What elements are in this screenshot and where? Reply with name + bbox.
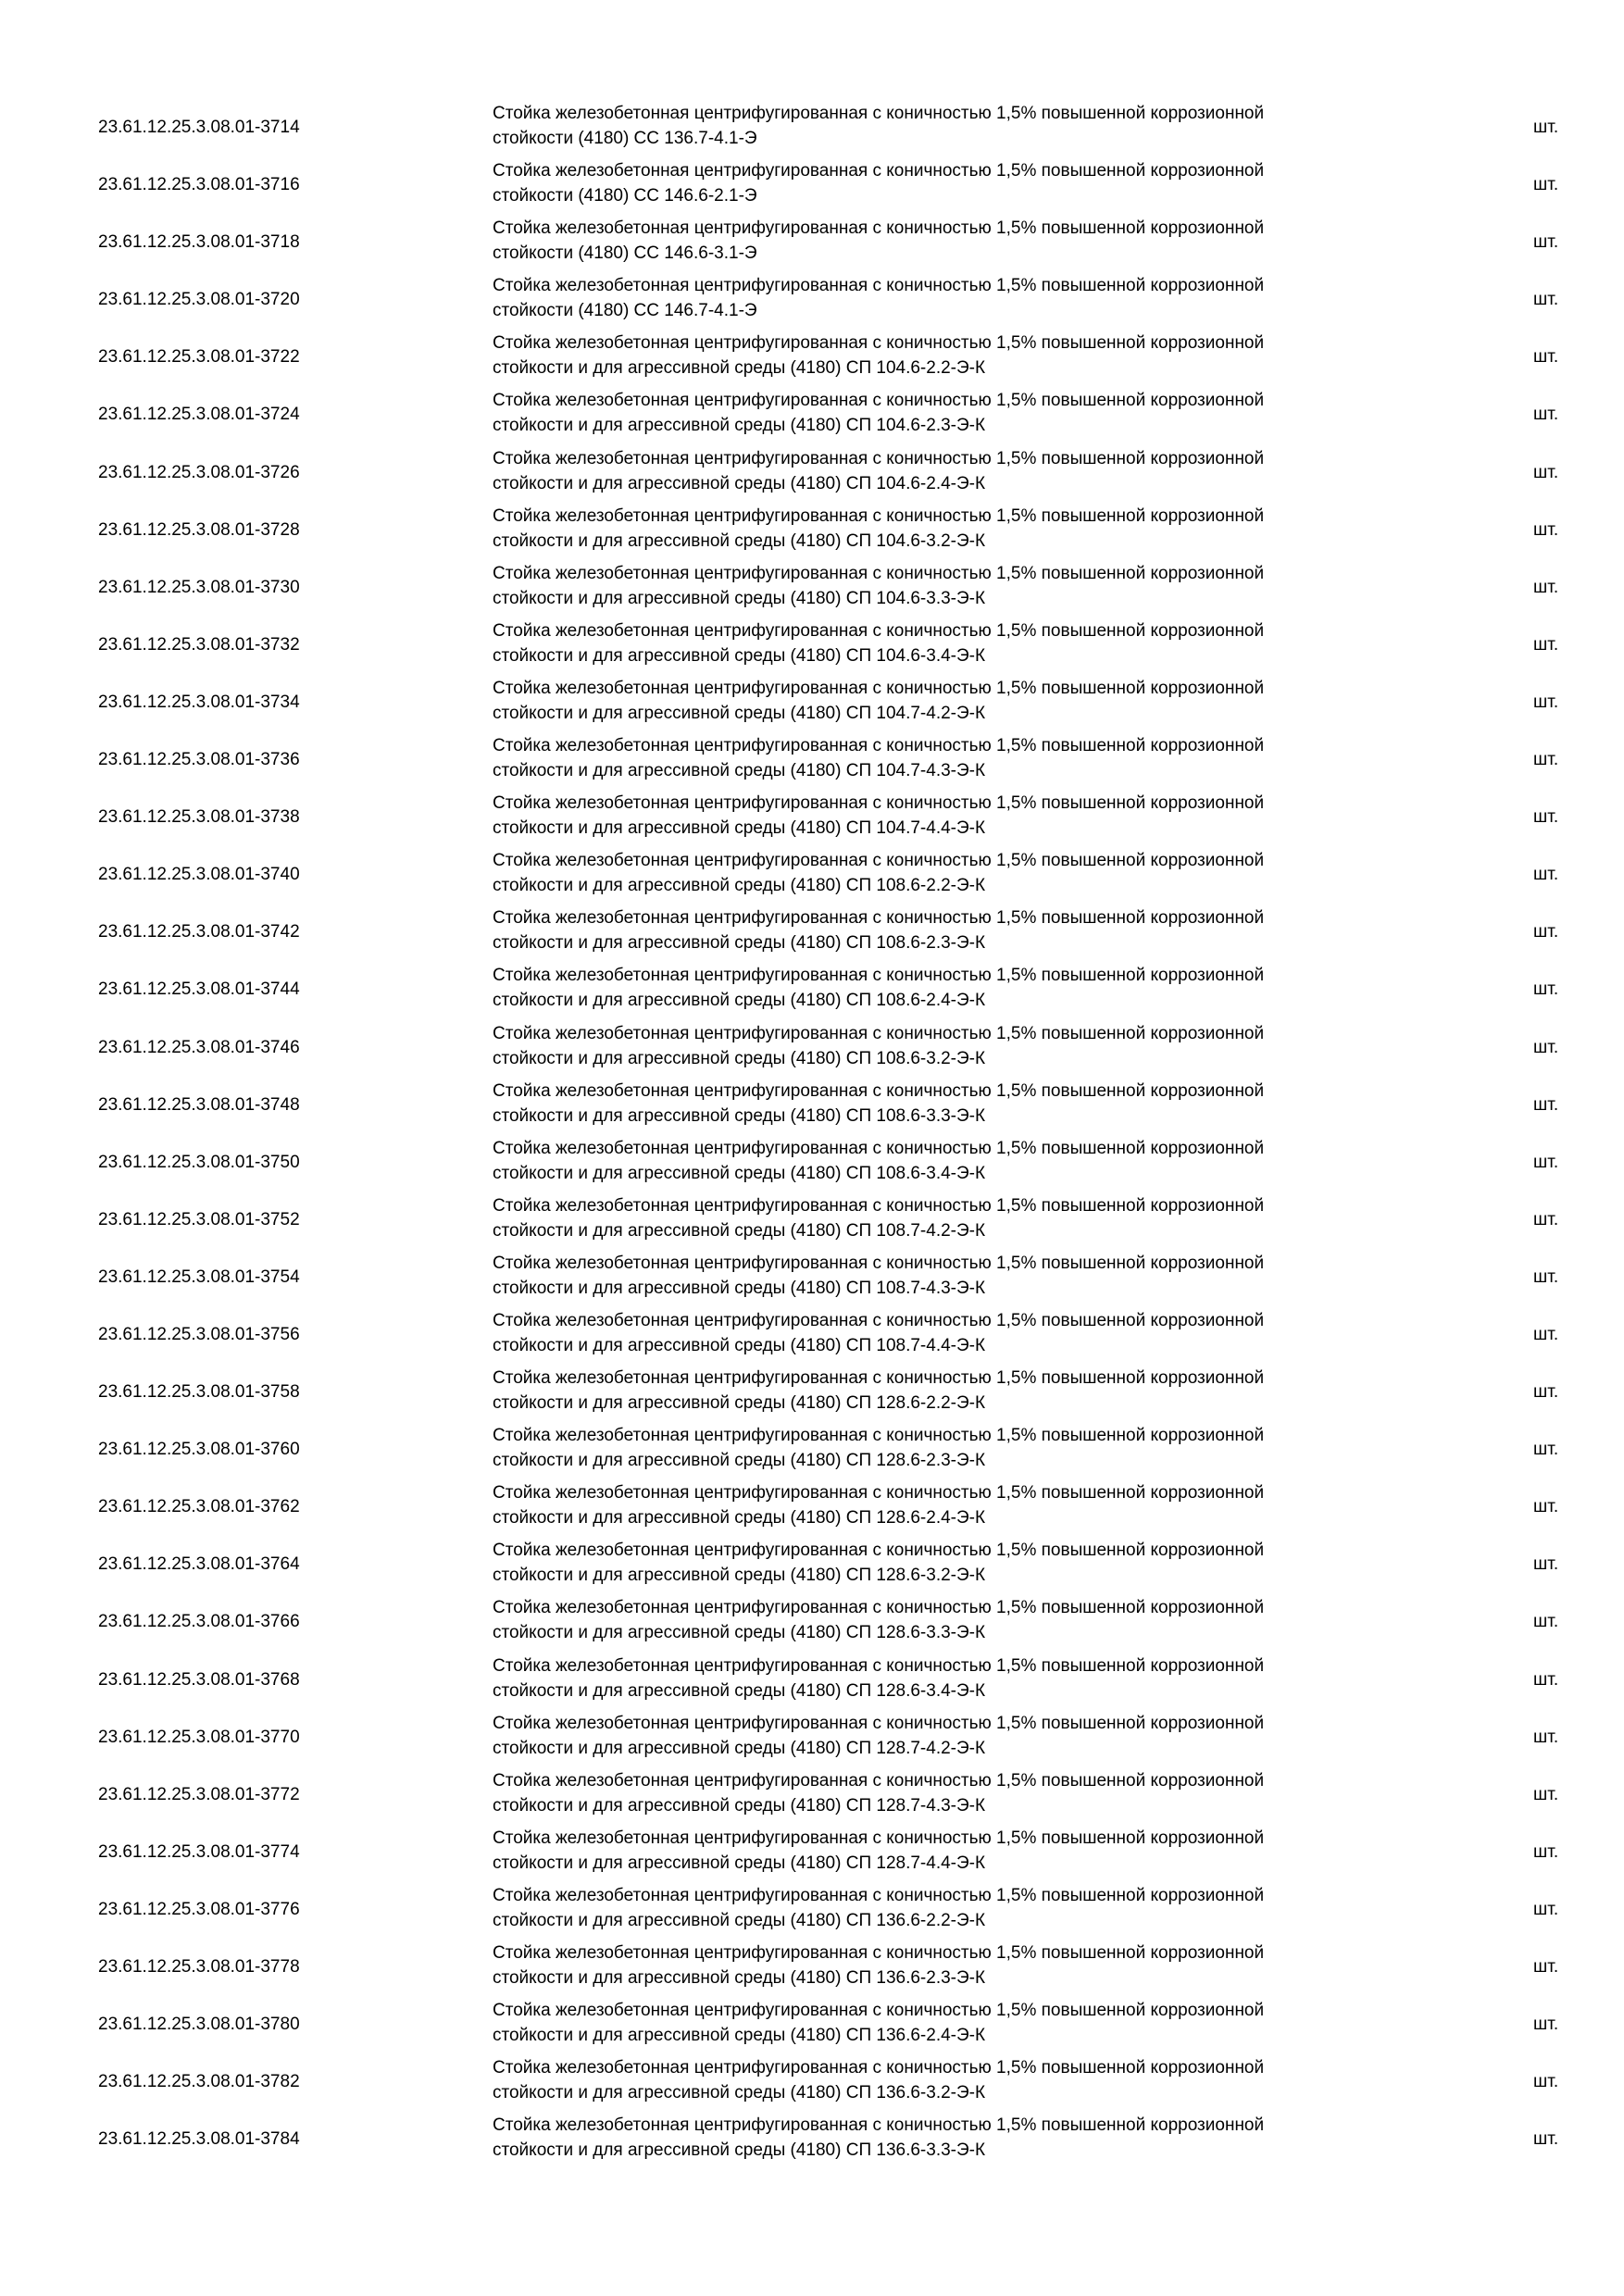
item-unit: шт.: [1533, 2129, 1559, 2150]
item-description: [493, 101, 1418, 151]
description-line-2: стойкости и для агрессивной среды (4180) СП 128.6-3.3-Э-К: [493, 1623, 986, 1643]
item-unit: шт.: [1533, 519, 1559, 540]
table-row: [0, 213, 1624, 270]
item-description: [493, 905, 1418, 955]
description-line-1: Стойка железобетонная центрифугированная с коничностью 1,5% повышенной коррозионной: [493, 161, 1265, 181]
item-unit: шт.: [1533, 175, 1559, 195]
item-code: 23.61.12.25.3.08.01-3728: [98, 519, 300, 540]
description-line-2: стойкости и для агрессивной среды (4180) СП 104.6-3.3-Э-К: [493, 588, 986, 608]
description-line-2: стойкости и для агрессивной среды (4180) СП 108.6-2.4-Э-К: [493, 991, 986, 1011]
table-row: [0, 1880, 1624, 1938]
table-row: [0, 443, 1624, 501]
item-description: [493, 504, 1418, 554]
item-description: [493, 1711, 1418, 1761]
table-row: [0, 845, 1624, 903]
description-line-2: стойкости и для агрессивной среды (4180) СП 108.7-4.2-Э-К: [493, 1220, 986, 1241]
item-description: [493, 1021, 1418, 1071]
table-row: [0, 1592, 1624, 1650]
description-line-1: Стойка железобетонная центрифугированная с коничностью 1,5% повышенной коррозионной: [493, 1426, 1265, 1446]
item-unit: шт.: [1533, 750, 1559, 770]
item-description: [493, 2113, 1418, 2163]
item-description: [493, 1251, 1418, 1301]
description-line-1: Стойка железобетонная центрифугированная с коничностью 1,5% повышенной коррозионной: [493, 1655, 1265, 1676]
description-line-1: Стойка железобетонная центрифугированная с коничностью 1,5% повышенной коррозионной: [493, 104, 1265, 123]
item-unit: шт.: [1533, 1669, 1559, 1690]
item-unit: шт.: [1533, 2072, 1559, 2092]
item-code: 23.61.12.25.3.08.01-3766: [98, 1612, 300, 1632]
item-code: 23.61.12.25.3.08.01-3774: [98, 1841, 300, 1862]
table-row: [0, 501, 1624, 558]
item-description: [493, 1136, 1418, 1186]
item-description: [493, 561, 1418, 611]
description-line-2: стойкости и для агрессивной среды (4180) СП 128.6-3.4-Э-К: [493, 1680, 986, 1701]
item-unit: шт.: [1533, 405, 1559, 425]
description-line-2: стойкости и для агрессивной среды (4180) СП 128.7-4.3-Э-К: [493, 1795, 986, 1816]
table-row: [0, 616, 1624, 673]
item-description: [493, 331, 1418, 381]
item-code: 23.61.12.25.3.08.01-3740: [98, 865, 300, 885]
table-row: [0, 1420, 1624, 1478]
item-description: [493, 1653, 1418, 1703]
item-code: 23.61.12.25.3.08.01-3780: [98, 2015, 300, 2035]
description-line-1: Стойка железобетонная центрифугированная с коничностью 1,5% повышенной коррозионной: [493, 1828, 1265, 1848]
item-unit: шт.: [1533, 865, 1559, 885]
table-row: [0, 2053, 1624, 2110]
description-line-1: Стойка железобетонная центрифугированная с коничностью 1,5% повышенной коррозионной: [493, 1943, 1265, 1963]
item-unit: шт.: [1533, 1554, 1559, 1575]
item-code: 23.61.12.25.3.08.01-3776: [98, 1899, 300, 1919]
description-line-1: Стойка железобетонная центрифугированная с коничностью 1,5% повышенной коррозионной: [493, 563, 1265, 583]
table-row: [0, 558, 1624, 616]
item-code: 23.61.12.25.3.08.01-3720: [98, 290, 300, 310]
item-code: 23.61.12.25.3.08.01-3716: [98, 175, 300, 195]
table-row: [0, 788, 1624, 845]
description-line-2: стойкости и для агрессивной среды (4180) СП 104.7-4.2-Э-К: [493, 703, 986, 723]
item-unit: шт.: [1533, 290, 1559, 310]
description-line-2: стойкости и для агрессивной среды (4180) СП 108.6-2.3-Э-К: [493, 933, 986, 954]
item-code: 23.61.12.25.3.08.01-3736: [98, 750, 300, 770]
table-row: [0, 1363, 1624, 1420]
description-line-2: стойкости и для агрессивной среды (4180) СП 104.7-4.4-Э-К: [493, 818, 986, 839]
item-code: 23.61.12.25.3.08.01-3732: [98, 634, 300, 655]
description-line-1: Стойка железобетонная центрифугированная с коничностью 1,5% повышенной коррозионной: [493, 851, 1265, 871]
table-row: [0, 328, 1624, 385]
description-line-1: Стойка железобетонная центрифугированная с коничностью 1,5% повышенной коррозионной: [493, 1138, 1265, 1158]
item-description: [493, 1193, 1418, 1243]
table-row: [0, 1018, 1624, 1076]
description-line-1: Стойка железобетонная центрифугированная с коничностью 1,5% повышенной коррозионной: [493, 620, 1265, 641]
description-line-1: Стойка железобетонная центрифугированная с коничностью 1,5% повышенной коррозионной: [493, 333, 1265, 354]
item-code: 23.61.12.25.3.08.01-3714: [98, 118, 300, 137]
table-row: [0, 1823, 1624, 1880]
description-line-1: Стойка железобетонная центрифугированная с коничностью 1,5% повышенной коррозионной: [493, 678, 1265, 698]
description-line-1: Стойка железобетонная центрифугированная с коничностью 1,5% повышенной коррозионной: [493, 908, 1265, 929]
item-code: 23.61.12.25.3.08.01-3768: [98, 1669, 300, 1690]
table-row: [0, 1938, 1624, 1995]
item-description: [493, 1826, 1418, 1876]
description-line-1: Стойка железобетонная центрифугированная с коничностью 1,5% повышенной коррозионной: [493, 1483, 1265, 1504]
item-description: [493, 733, 1418, 783]
item-unit: шт.: [1533, 1152, 1559, 1172]
item-description: [493, 216, 1418, 266]
description-line-2: стойкости и для агрессивной среды (4180) СП 128.6-2.4-Э-К: [493, 1508, 986, 1529]
description-line-1: Стойка железобетонная центрифугированная с коничностью 1,5% повышенной коррозионной: [493, 1023, 1265, 1043]
item-description: [493, 618, 1418, 668]
item-description: [493, 1079, 1418, 1129]
item-unit: шт.: [1533, 1209, 1559, 1229]
table-row: [0, 1133, 1624, 1191]
item-unit: шт.: [1533, 980, 1559, 1000]
description-line-1: Стойка железобетонная центрифугированная с коничностью 1,5% повышенной коррозионной: [493, 966, 1265, 986]
item-unit: шт.: [1533, 462, 1559, 482]
description-line-2: стойкости (4180) СС 146.7-4.1-Э: [493, 301, 757, 321]
description-line-2: стойкости и для агрессивной среды (4180) СП 136.6-3.3-Э-К: [493, 2140, 986, 2161]
description-line-2: стойкости и для агрессивной среды (4180) СП 104.6-2.3-Э-К: [493, 416, 986, 436]
item-unit: шт.: [1533, 692, 1559, 712]
item-unit: шт.: [1533, 2015, 1559, 2035]
item-code: 23.61.12.25.3.08.01-3750: [98, 1152, 300, 1172]
description-line-2: стойкости и для агрессивной среды (4180) СП 104.6-2.2-Э-К: [493, 358, 986, 379]
table-row: [0, 1651, 1624, 1708]
description-line-2: стойкости (4180) СС 146.6-2.1-Э: [493, 186, 757, 206]
item-description: [493, 1940, 1418, 1990]
item-code: 23.61.12.25.3.08.01-3734: [98, 692, 300, 712]
item-unit: шт.: [1533, 807, 1559, 828]
table-row: [0, 1535, 1624, 1592]
item-unit: шт.: [1533, 1841, 1559, 1862]
item-description: [493, 848, 1418, 898]
item-unit: шт.: [1533, 232, 1559, 253]
item-description: [493, 1308, 1418, 1358]
item-unit: шт.: [1533, 1037, 1559, 1057]
item-code: 23.61.12.25.3.08.01-3754: [98, 1267, 300, 1287]
table-row: [0, 98, 1624, 156]
table-row: [0, 2110, 1624, 2167]
description-line-2: стойкости и для агрессивной среды (4180) СП 136.6-2.2-Э-К: [493, 1910, 986, 1930]
description-line-1: Стойка железобетонная центрифугированная с коничностью 1,5% повышенной коррозионной: [493, 2115, 1265, 2136]
item-code: 23.61.12.25.3.08.01-3748: [98, 1094, 300, 1115]
description-line-2: стойкости и для агрессивной среды (4180) СП 108.6-3.2-Э-К: [493, 1048, 986, 1068]
description-line-1: Стойка железобетонная центрифугированная с коничностью 1,5% повышенной коррозионной: [493, 2001, 1265, 2021]
item-code: 23.61.12.25.3.08.01-3778: [98, 1957, 300, 1977]
description-line-2: стойкости и для агрессивной среды (4180) СП 128.7-4.2-Э-К: [493, 1738, 986, 1758]
item-unit: шт.: [1533, 1612, 1559, 1632]
description-line-1: Стойка железобетонная центрифугированная с коничностью 1,5% повышенной коррозионной: [493, 2058, 1265, 2078]
description-line-2: стойкости и для агрессивной среды (4180) СП 128.6-2.2-Э-К: [493, 1393, 986, 1414]
item-unit: шт.: [1533, 1497, 1559, 1517]
item-description: [493, 446, 1418, 496]
item-unit: шт.: [1533, 118, 1559, 137]
item-description: [493, 1538, 1418, 1588]
table-row: [0, 730, 1624, 788]
item-code: 23.61.12.25.3.08.01-3724: [98, 405, 300, 425]
item-code: 23.61.12.25.3.08.01-3770: [98, 1727, 300, 1747]
description-line-2: стойкости и для агрессивной среды (4180) СП 136.6-2.3-Э-К: [493, 1968, 986, 1988]
item-code: 23.61.12.25.3.08.01-3726: [98, 462, 300, 482]
description-line-2: стойкости и для агрессивной среды (4180) СП 136.6-2.4-Э-К: [493, 2026, 986, 2046]
item-unit: шт.: [1533, 634, 1559, 655]
item-description: [493, 1480, 1418, 1530]
item-unit: шт.: [1533, 1324, 1559, 1344]
item-code: 23.61.12.25.3.08.01-3744: [98, 980, 300, 1000]
description-line-1: Стойка железобетонная центрифугированная с коничностью 1,5% повышенной коррозионной: [493, 505, 1265, 526]
description-line-2: стойкости и для агрессивной среды (4180) СП 128.6-2.3-Э-К: [493, 1451, 986, 1471]
table-row: [0, 673, 1624, 730]
table-row: [0, 1305, 1624, 1363]
description-line-1: Стойка железобетонная центрифугированная с коничностью 1,5% повышенной коррозионной: [493, 391, 1265, 411]
description-line-1: Стойка железобетонная центрифугированная с коничностью 1,5% повышенной коррозионной: [493, 1598, 1265, 1618]
price-list: [0, 98, 1624, 2167]
description-line-2: стойкости и для агрессивной среды (4180) СП 108.7-4.3-Э-К: [493, 1278, 986, 1298]
item-unit: шт.: [1533, 1382, 1559, 1403]
item-unit: шт.: [1533, 347, 1559, 368]
item-description: [493, 1883, 1418, 1933]
item-code: 23.61.12.25.3.08.01-3742: [98, 922, 300, 942]
item-code: 23.61.12.25.3.08.01-3764: [98, 1554, 300, 1575]
item-code: 23.61.12.25.3.08.01-3772: [98, 1784, 300, 1804]
table-row: [0, 1995, 1624, 2053]
description-line-2: стойкости и для агрессивной среды (4180) СП 128.6-3.2-Э-К: [493, 1566, 986, 1586]
description-line-2: стойкости и для агрессивной среды (4180) СП 128.7-4.4-Э-К: [493, 1853, 986, 1873]
table-row: [0, 903, 1624, 960]
item-description: [493, 963, 1418, 1013]
item-code: 23.61.12.25.3.08.01-3758: [98, 1382, 300, 1403]
description-line-2: стойкости и для агрессивной среды (4180) СП 104.6-3.2-Э-К: [493, 530, 986, 551]
description-line-1: Стойка железобетонная центрифугированная с коничностью 1,5% повышенной коррозионной: [493, 1080, 1265, 1101]
description-line-2: стойкости и для агрессивной среды (4180) СП 108.7-4.4-Э-К: [493, 1335, 986, 1355]
description-line-2: стойкости и для агрессивной среды (4180) СП 104.7-4.3-Э-К: [493, 761, 986, 781]
item-code: 23.61.12.25.3.08.01-3738: [98, 807, 300, 828]
item-code: 23.61.12.25.3.08.01-3762: [98, 1497, 300, 1517]
item-code: 23.61.12.25.3.08.01-3752: [98, 1209, 300, 1229]
item-unit: шт.: [1533, 577, 1559, 597]
table-row: [0, 1191, 1624, 1248]
item-code: 23.61.12.25.3.08.01-3722: [98, 347, 300, 368]
item-description: [493, 1768, 1418, 1818]
description-line-2: стойкости и для агрессивной среды (4180) СП 104.6-2.4-Э-К: [493, 473, 986, 493]
item-code: 23.61.12.25.3.08.01-3730: [98, 577, 300, 597]
description-line-1: Стойка железобетонная центрифугированная с коничностью 1,5% повышенной коррозионной: [493, 1310, 1265, 1330]
item-unit: шт.: [1533, 1440, 1559, 1460]
item-description: [493, 1366, 1418, 1416]
description-line-1: Стойка железобетонная центрифугированная с коничностью 1,5% повышенной коррозионной: [493, 1253, 1265, 1273]
item-unit: шт.: [1533, 1957, 1559, 1977]
item-unit: шт.: [1533, 1899, 1559, 1919]
description-line-1: Стойка железобетонная центрифугированная с коничностью 1,5% повышенной коррозионной: [493, 1195, 1265, 1216]
item-description: [493, 158, 1418, 208]
item-description: [493, 2055, 1418, 2105]
table-row: [0, 1076, 1624, 1133]
description-line-2: стойкости (4180) СС 146.6-3.1-Э: [493, 243, 757, 264]
item-unit: шт.: [1533, 1094, 1559, 1115]
item-description: [493, 676, 1418, 726]
description-line-2: стойкости и для агрессивной среды (4180) СП 108.6-2.2-Э-К: [493, 876, 986, 896]
item-description: [493, 273, 1418, 323]
description-line-1: Стойка железобетонная центрифугированная с коничностью 1,5% повышенной коррозионной: [493, 218, 1265, 239]
description-line-1: Стойка железобетонная центрифугированная с коничностью 1,5% повышенной коррозионной: [493, 1368, 1265, 1389]
item-unit: шт.: [1533, 1267, 1559, 1287]
item-unit: шт.: [1533, 922, 1559, 942]
item-description: [493, 1595, 1418, 1645]
table-row: [0, 385, 1624, 443]
item-description: [493, 1423, 1418, 1473]
item-code: 23.61.12.25.3.08.01-3746: [98, 1037, 300, 1057]
item-code: 23.61.12.25.3.08.01-3760: [98, 1440, 300, 1460]
description-line-2: стойкости и для агрессивной среды (4180) СП 104.6-3.4-Э-К: [493, 645, 986, 666]
description-line-2: стойкости и для агрессивной среды (4180) СП 108.6-3.3-Э-К: [493, 1105, 986, 1126]
description-line-1: Стойка железобетонная центрифугированная с коничностью 1,5% повышенной коррозионной: [493, 276, 1265, 296]
description-line-1: Стойка железобетонная центрифугированная с коничностью 1,5% повышенной коррозионной: [493, 1770, 1265, 1791]
table-row: [0, 960, 1624, 1017]
description-line-1: Стойка железобетонная центрифугированная с коничностью 1,5% повышенной коррозионной: [493, 1885, 1265, 1905]
item-description: [493, 388, 1418, 438]
description-line-2: стойкости и для агрессивной среды (4180) СП 108.6-3.4-Э-К: [493, 1163, 986, 1183]
description-line-1: Стойка железобетонная центрифугированная с коничностью 1,5% повышенной коррозионной: [493, 1541, 1265, 1561]
table-row: [0, 1708, 1624, 1766]
item-code: 23.61.12.25.3.08.01-3784: [98, 2129, 300, 2150]
table-row: [0, 270, 1624, 328]
item-unit: шт.: [1533, 1727, 1559, 1747]
table-row: [0, 1478, 1624, 1535]
description-line-1: Стойка железобетонная центрифугированная с коничностью 1,5% повышенной коррозионной: [493, 1713, 1265, 1733]
item-code: 23.61.12.25.3.08.01-3782: [98, 2072, 300, 2092]
item-code: 23.61.12.25.3.08.01-3718: [98, 232, 300, 253]
item-unit: шт.: [1533, 1784, 1559, 1804]
description-line-1: Стойка железобетонная центрифугированная с коничностью 1,5% повышенной коррозионной: [493, 448, 1265, 468]
description-line-1: Стойка железобетонная центрифугированная с коничностью 1,5% повышенной коррозионной: [493, 736, 1265, 756]
table-row: [0, 1766, 1624, 1823]
table-row: [0, 156, 1624, 213]
table-row: [0, 1248, 1624, 1305]
item-description: [493, 791, 1418, 841]
description-line-2: стойкости (4180) СС 136.7-4.1-Э: [493, 129, 757, 148]
item-code: 23.61.12.25.3.08.01-3756: [98, 1324, 300, 1344]
description-line-2: стойкости и для агрессивной среды (4180) СП 136.6-3.2-Э-К: [493, 2083, 986, 2103]
description-line-1: Стойка железобетонная центрифугированная с коничностью 1,5% повышенной коррозионной: [493, 793, 1265, 814]
item-description: [493, 1998, 1418, 2048]
